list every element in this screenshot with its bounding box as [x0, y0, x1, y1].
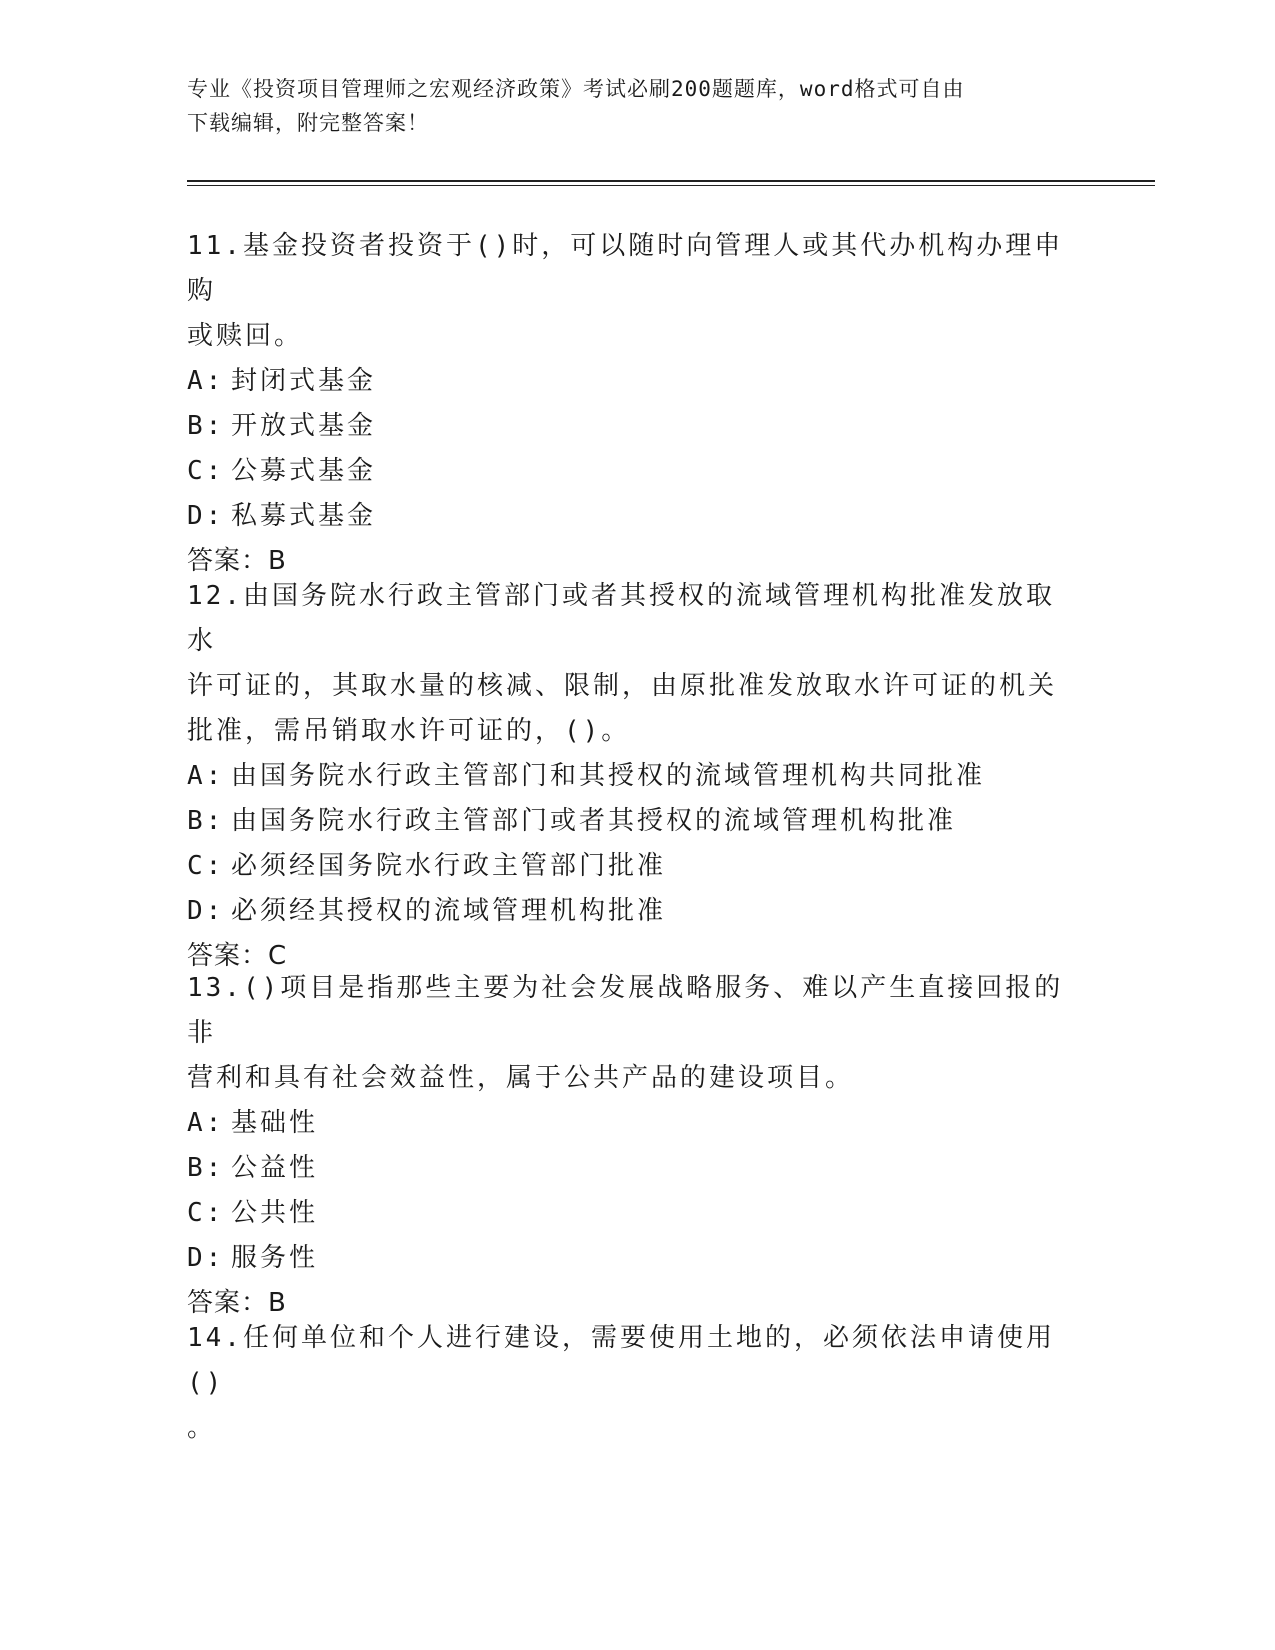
answer: 答案：B — [187, 1288, 287, 1318]
answer: 答案：B — [187, 546, 287, 576]
option-letter: C: — [187, 456, 225, 486]
question-12 — [187, 574, 1067, 979]
option-text: 公共性 — [231, 1198, 319, 1228]
question-line: 许可证的，其取水量的核减、限制，由原批准发放取水许可证的机关 — [187, 671, 1058, 701]
option-d — [187, 1236, 1067, 1281]
header-line-1: 专业《投资项目管理师之宏观经济政策》考试必刷200题题库，word格式可自由 — [187, 77, 965, 101]
option-b — [187, 799, 1067, 844]
option-text: 由国务院水行政主管部门和其授权的流域管理机构共同批准 — [231, 761, 986, 791]
option-a — [187, 1101, 1067, 1146]
option-letter: B: — [187, 806, 225, 836]
option-text: 必须经其授权的流域管理机构批准 — [231, 896, 667, 926]
question-number: 12. — [187, 581, 243, 611]
option-d — [187, 889, 1067, 934]
question-14 — [187, 1316, 1067, 1451]
option-text: 必须经国务院水行政主管部门批准 — [231, 851, 667, 881]
option-text: 公益性 — [231, 1153, 319, 1183]
option-text: 公募式基金 — [231, 456, 377, 486]
option-text: 服务性 — [231, 1243, 319, 1273]
option-letter: D: — [187, 1243, 225, 1273]
question-13 — [187, 966, 1067, 1326]
question-line: 由国务院水行政主管部门或者其授权的流域管理机构批准发放取水 — [187, 581, 1055, 656]
document-header — [187, 72, 1087, 140]
option-letter: D: — [187, 896, 225, 926]
option-letter: D: — [187, 501, 225, 531]
question-text — [187, 574, 1067, 664]
option-b — [187, 1146, 1067, 1191]
question-line: ()项目是指那些主要为社会发展战略服务、难以产生直接回报的非 — [187, 973, 1064, 1048]
option-c — [187, 1191, 1067, 1236]
header-divider-thin — [187, 185, 1155, 186]
question-number: 11. — [187, 231, 243, 261]
option-letter: B: — [187, 1153, 225, 1183]
question-line: 营利和具有社会效益性，属于公共产品的建设项目。 — [187, 1063, 855, 1093]
question-text — [187, 966, 1067, 1056]
option-letter: A: — [187, 761, 225, 791]
option-c — [187, 844, 1067, 889]
option-b — [187, 404, 1067, 449]
header-divider-thick — [187, 180, 1155, 182]
option-text: 开放式基金 — [231, 411, 377, 441]
option-letter: C: — [187, 851, 225, 881]
option-text: 私募式基金 — [231, 501, 377, 531]
question-number: 13. — [187, 973, 243, 1003]
option-letter: C: — [187, 1198, 225, 1228]
option-text: 基础性 — [231, 1108, 319, 1138]
question-number: 14. — [187, 1323, 243, 1353]
option-text: 封闭式基金 — [231, 366, 377, 396]
answer: 答案：C — [187, 941, 288, 971]
option-a — [187, 754, 1067, 799]
option-letter: A: — [187, 1108, 225, 1138]
question-line: 批准，需吊销取水许可证的，()。 — [187, 716, 631, 746]
question-line: 。 — [187, 1413, 217, 1443]
option-letter: B: — [187, 411, 225, 441]
question-line: 或赎回。 — [187, 321, 304, 351]
question-line: 基金投资者投资于()时，可以随时向管理人或其代办机构办理申购 — [187, 231, 1064, 306]
option-text: 由国务院水行政主管部门或者其授权的流域管理机构批准 — [231, 806, 957, 836]
question-11 — [187, 224, 1067, 584]
option-letter: A: — [187, 366, 225, 396]
question-line: 任何单位和个人进行建设，需要使用土地的，必须依法申请使用() — [187, 1323, 1055, 1398]
option-a — [187, 359, 1067, 404]
header-line-2: 下载编辑，附完整答案！ — [187, 111, 429, 135]
option-d — [187, 494, 1067, 539]
question-text — [187, 1316, 1067, 1406]
option-c — [187, 449, 1067, 494]
question-text — [187, 224, 1067, 314]
